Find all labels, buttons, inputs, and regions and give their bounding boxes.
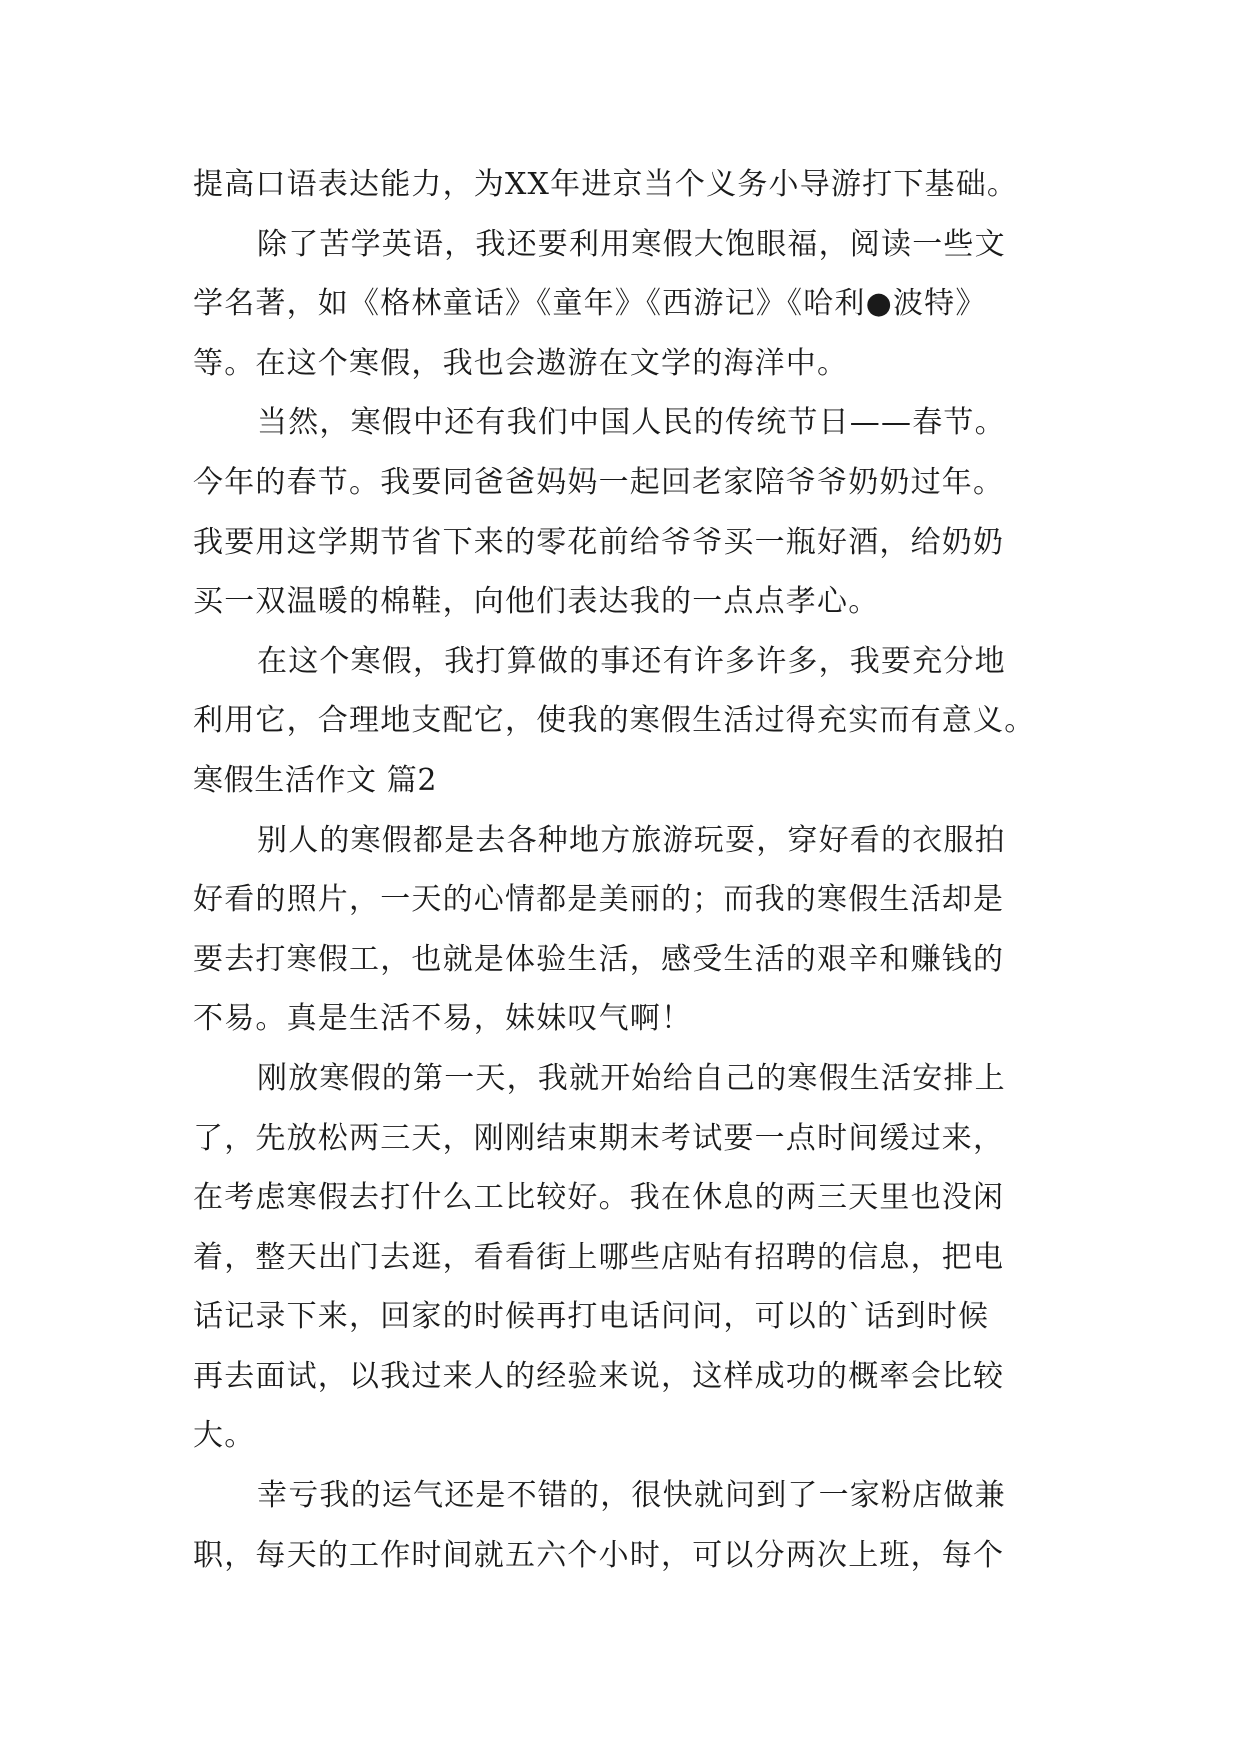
text-line: 买一双温暖的棉鞋，向他们表达我的一点点孝心。 xyxy=(193,584,880,620)
paragraph-start-line: 刚放寒假的第一天，我就开始给自己的寒假生活安排上 xyxy=(257,1060,1006,1096)
text-line: 大。 xyxy=(193,1418,256,1454)
text-line: 我要用这学期节省下来的零花前给爷爷买一瓶好酒，给奶奶 xyxy=(193,524,1005,560)
text-line: 要去打寒假工，也就是体验生活，感受生活的艰辛和赚钱的 xyxy=(193,941,1005,977)
text-line: 职，每天的工作时间就五六个小时，可以分两次上班，每个 xyxy=(193,1537,1005,1573)
text-line: 利用它，合理地支配它，使我的寒假生活过得充实而有意义。 xyxy=(193,703,1036,739)
text-line: 了，先放松两三天，刚刚结束期末考试要一点时间缓过来， xyxy=(193,1120,1005,1156)
text-line: 学名著，如《格林童话》《童年》《西游记》《哈利●波特》 xyxy=(193,286,987,322)
text-line: 着，整天出门去逛，看看街上哪些店贴有招聘的信息，把电 xyxy=(193,1239,1005,1275)
text-line: 提高口语表达能力，为XX年进京当个义务小导游打下基础。 xyxy=(193,167,1019,202)
paragraph-start-line: 幸亏我的运气还是不错的，很快就问到了一家粉店做兼 xyxy=(257,1478,1006,1514)
document-body xyxy=(193,155,1073,1585)
paragraph-start-line: 在这个寒假，我打算做的事还有许多许多，我要充分地 xyxy=(257,643,1006,679)
paragraph-start-line: 除了苦学英语，我还要利用寒假大饱眼福，阅读一些文 xyxy=(257,226,1006,262)
text-line: 再去面试，以我过来人的经验来说，这样成功的概率会比较 xyxy=(193,1358,1005,1394)
text-line: 话记录下来，回家的时候再打电话问问，可以的`话到时候 xyxy=(193,1299,990,1335)
paragraph-start-line: 当然，寒假中还有我们中国人民的传统节日——春节。 xyxy=(257,405,1006,441)
text-line: 今年的春节。我要同爸爸妈妈一起回老家陪爷爷奶奶过年。 xyxy=(193,464,1005,500)
section-heading: 寒假生活作文 篇2 xyxy=(193,762,438,798)
paragraph-start-line: 别人的寒假都是去各种地方旅游玩耍，穿好看的衣服拍 xyxy=(257,822,1006,858)
text-line: 在考虑寒假去打什么工比较好。我在休息的两三天里也没闲 xyxy=(193,1180,1005,1216)
text-line: 等。在这个寒假，我也会遨游在文学的海洋中。 xyxy=(193,345,849,381)
text-line: 不易。真是生活不易，妹妹叹气啊！ xyxy=(193,1001,693,1037)
text-line: 好看的照片，一天的心情都是美丽的；而我的寒假生活却是 xyxy=(193,882,1005,918)
